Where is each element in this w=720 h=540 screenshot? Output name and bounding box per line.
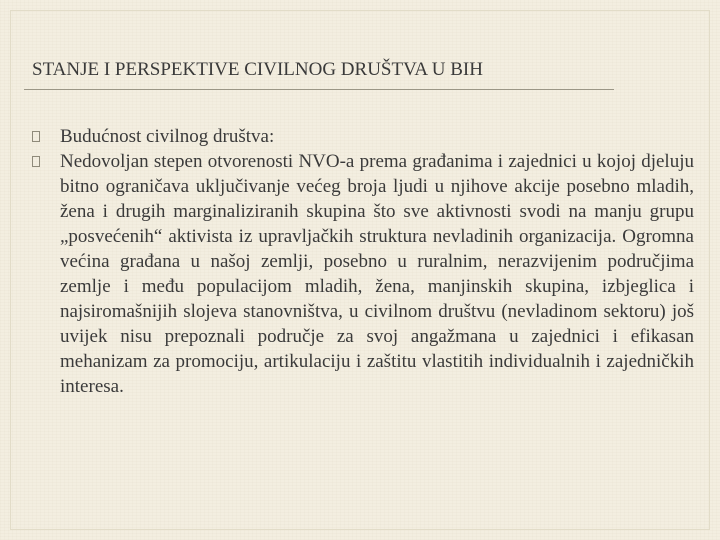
bullet-text-2: Nedovoljan stepen otvorenosti NVO-a prema građanima i zajednici u kojoj djeluju bitno ograničava uključivanje većeg broja ljudi u njihove akcije posebno mladih, žena i drugih marginaliziranih skupina što sve aktivnosti svodi na manju grupu „posvećenih“ aktivista iz upravljačkih struktura nevladinih organizacija. Ogromna većina građana u našoj zemlji, posebno u ruralnim, nerazvijenim područjima zemlje i među populacijom mladih, žena, manjinskih skupina, izbjeglica i najsiromašnijih slojeva stanovništva, u civilnom društvu (nevladinom sektoru) još uvijek nisu prepoznali područje za svoj angažmana u zajednici i efikasan mehanizam za promociju, artikulaciju i zaštitu vlastitih individualnih i zajedničkih interesa. bbox=[60, 151, 694, 397]
box-bullet-icon bbox=[32, 149, 60, 174]
bullet-item-2 bbox=[32, 149, 694, 399]
title-underline bbox=[24, 89, 614, 90]
bullet-item-1 bbox=[32, 124, 694, 149]
slide-content bbox=[32, 124, 694, 399]
box-bullet-icon bbox=[32, 124, 60, 149]
slide-title: STANJE I PERSPEKTIVE CIVILNOG DRUŠTVA U BIH bbox=[32, 59, 483, 80]
bullet-text-1: Budućnost civilnog društva: bbox=[60, 126, 275, 147]
